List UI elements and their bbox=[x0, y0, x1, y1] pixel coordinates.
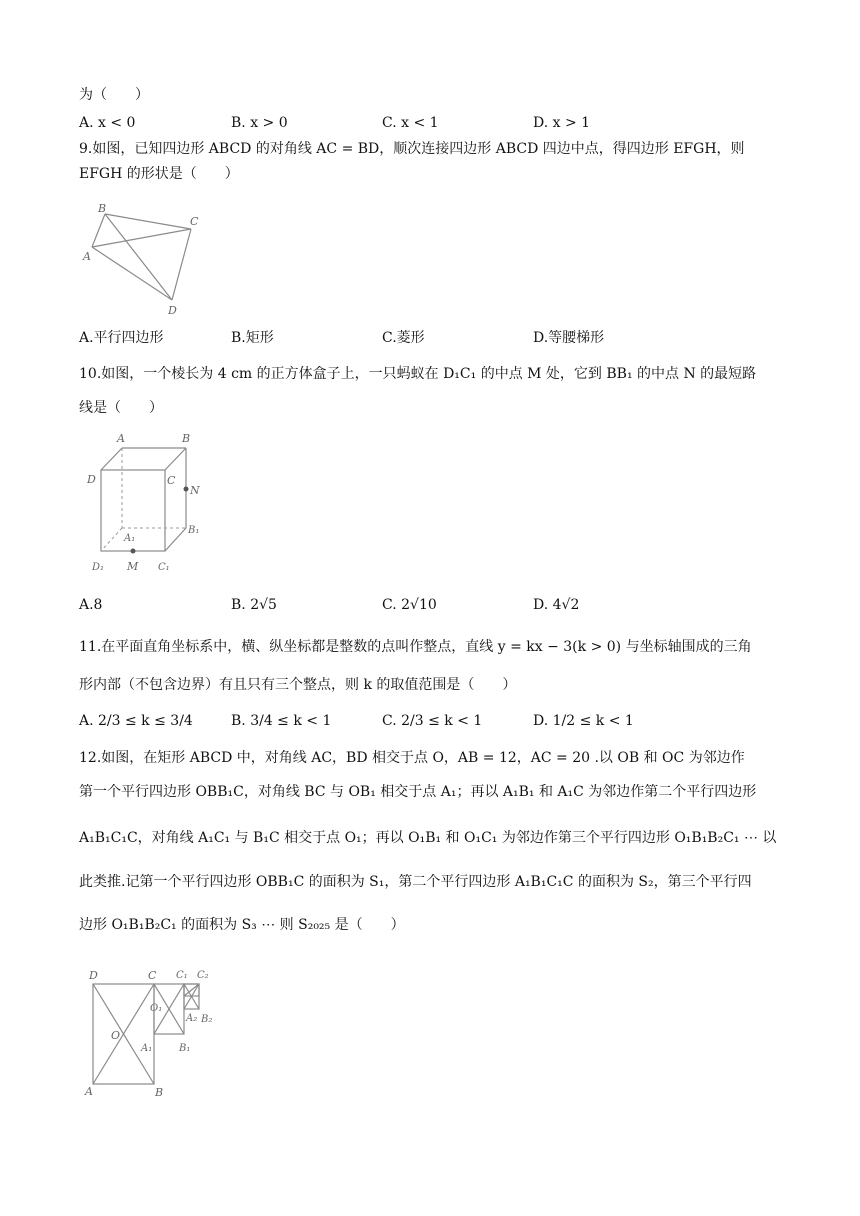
q8-option-b: B. x > 0 bbox=[231, 115, 288, 131]
q9-edge-cd bbox=[172, 229, 191, 300]
q9-option-b: B.矩形 bbox=[231, 330, 274, 346]
q12-label-a2: A₂ bbox=[186, 1013, 198, 1024]
q9-option-d: D.等腰梯形 bbox=[533, 330, 605, 346]
q10-label-n: N bbox=[190, 484, 200, 497]
q8-stem-tail: 为（ ） bbox=[79, 87, 149, 103]
q12-stem-line3: A₁B₁C₁C，对角线 A₁C₁ 与 B₁C 相交于点 O₁；再以 O₁B₁ 和 O₁C₁ 为邻边作第三个平行四边形 O₁B₁B₂C₁ ⋯ 以 bbox=[79, 830, 777, 846]
q10-point-n bbox=[184, 487, 189, 492]
q11-option-a: A. 2/3 ≤ k ≤ 3/4 bbox=[79, 713, 193, 729]
q12-figure bbox=[80, 964, 220, 1104]
q9-label-a: A bbox=[83, 250, 91, 263]
q10-hidden-edge-a1d1 bbox=[101, 528, 122, 551]
q12-label-a1: A₁ bbox=[141, 1043, 153, 1054]
q10-stem-line1: 10.如图，一个棱长为 4 cm 的正方体盒子上，一只蚂蚁在 D₁C₁ 的中点 M 处，它到 BB₁ 的中点 N 的最短路 bbox=[79, 366, 757, 382]
q11-option-c: C. 2/3 ≤ k < 1 bbox=[382, 713, 483, 729]
q12-label-a: A bbox=[85, 1085, 93, 1098]
q12-stem-line4: 此类推.记第一个平行四边形 OBB₁C 的面积为 S₁，第二个平行四边形 A₁B₁C₁C 的面积为 S₂，第三个平行四 bbox=[79, 874, 752, 890]
q9-figure bbox=[80, 200, 210, 322]
q9-option-c: C.菱形 bbox=[382, 330, 425, 346]
q12-label-d: D bbox=[89, 969, 98, 982]
q12-label-b1: B₁ bbox=[179, 1043, 191, 1054]
q10-label-a: A bbox=[117, 432, 125, 445]
q9-edge-ab bbox=[92, 214, 105, 247]
q10-edge-c1b1 bbox=[165, 528, 186, 551]
q9-label-c: C bbox=[190, 215, 199, 228]
q9-option-a: A.平行四边形 bbox=[79, 330, 164, 346]
q10-option-a: A.8 bbox=[79, 597, 103, 613]
q8-option-c: C. x < 1 bbox=[382, 115, 439, 131]
q12-diagonal-3 bbox=[184, 984, 199, 996]
q12-stem-line5: 边形 O₁B₁B₂C₁ 的面积为 S₃ ⋯ 则 S₂₀₂₅ 是（ ） bbox=[79, 917, 405, 933]
q9-diagonal-bd bbox=[105, 214, 172, 300]
q10-option-b: B. 2√5 bbox=[231, 597, 277, 613]
q10-stem-line2: 线是（ ） bbox=[79, 400, 163, 416]
q9-label-d: D bbox=[168, 304, 177, 317]
q10-option-d: D. 4√2 bbox=[533, 597, 580, 613]
q12-stem-line1: 12.如图，在矩形 ABCD 中，对角线 AC，BD 相交于点 O，AB = 12，AC = 20 .以 OB 和 OC 为邻边作 bbox=[79, 750, 745, 766]
q11-stem-line2: 形内部（不包含边界）有且只有三个整点，则 k 的取值范围是（ ） bbox=[79, 677, 517, 693]
q11-option-d: D. 1/2 ≤ k < 1 bbox=[533, 713, 634, 729]
q10-label-c1: C₁ bbox=[158, 562, 170, 573]
q10-point-m bbox=[131, 549, 136, 554]
q10-edge-da bbox=[101, 448, 122, 470]
q10-label-b1: B₁ bbox=[188, 525, 200, 536]
q9-label-b: B bbox=[98, 202, 107, 215]
q10-label-a1: A₁ bbox=[124, 533, 136, 544]
q10-label-m: M bbox=[127, 560, 139, 573]
q9-stem-line2: EFGH 的形状是（ ） bbox=[79, 166, 239, 182]
q10-cube-figure bbox=[82, 428, 212, 578]
q12-label-c1: C₁ bbox=[176, 970, 188, 981]
q12-label-o1: O₁ bbox=[150, 1003, 163, 1014]
q11-option-b: B. 3/4 ≤ k < 1 bbox=[231, 713, 332, 729]
q12-label-o: O bbox=[111, 1029, 121, 1042]
q9-diagonal-ac bbox=[92, 229, 191, 247]
q8-option-d: D. x > 1 bbox=[533, 115, 591, 131]
q9-edge-da bbox=[92, 247, 172, 300]
q10-label-b: B bbox=[182, 432, 191, 445]
q10-label-c: C bbox=[167, 474, 176, 487]
q12-label-c2: C₂ bbox=[197, 970, 209, 981]
q10-option-c: C. 2√10 bbox=[382, 597, 437, 613]
q10-label-d1: D₁ bbox=[92, 562, 105, 573]
q9-stem-line1: 9.如图，已知四边形 ABCD 的对角线 AC = BD，顺次连接四边形 ABCD 四边中点，得四边形 EFGH，则 bbox=[79, 141, 745, 157]
q12-label-b2: B₂ bbox=[201, 1014, 213, 1025]
q12-stem-line2: 第一个平行四边形 OBB₁C，对角线 BC 与 OB₁ 相交于点 A₁；再以 A₁B₁ 和 A₁C 为邻边作第二个平行四边形 bbox=[79, 784, 757, 800]
q10-edge-cb bbox=[165, 448, 186, 470]
q12-label-c: C bbox=[148, 969, 157, 982]
q8-option-a: A. x < 0 bbox=[79, 115, 136, 131]
q11-stem-line1: 11.在平面直角坐标系中，横、纵坐标都是整数的点叫作整点，直线 y = kx − 3(k > 0) 与坐标轴围成的三角 bbox=[79, 639, 752, 655]
q12-label-b: B bbox=[155, 1086, 164, 1099]
q10-label-d: D bbox=[87, 473, 96, 486]
q9-edge-bc bbox=[105, 214, 191, 229]
